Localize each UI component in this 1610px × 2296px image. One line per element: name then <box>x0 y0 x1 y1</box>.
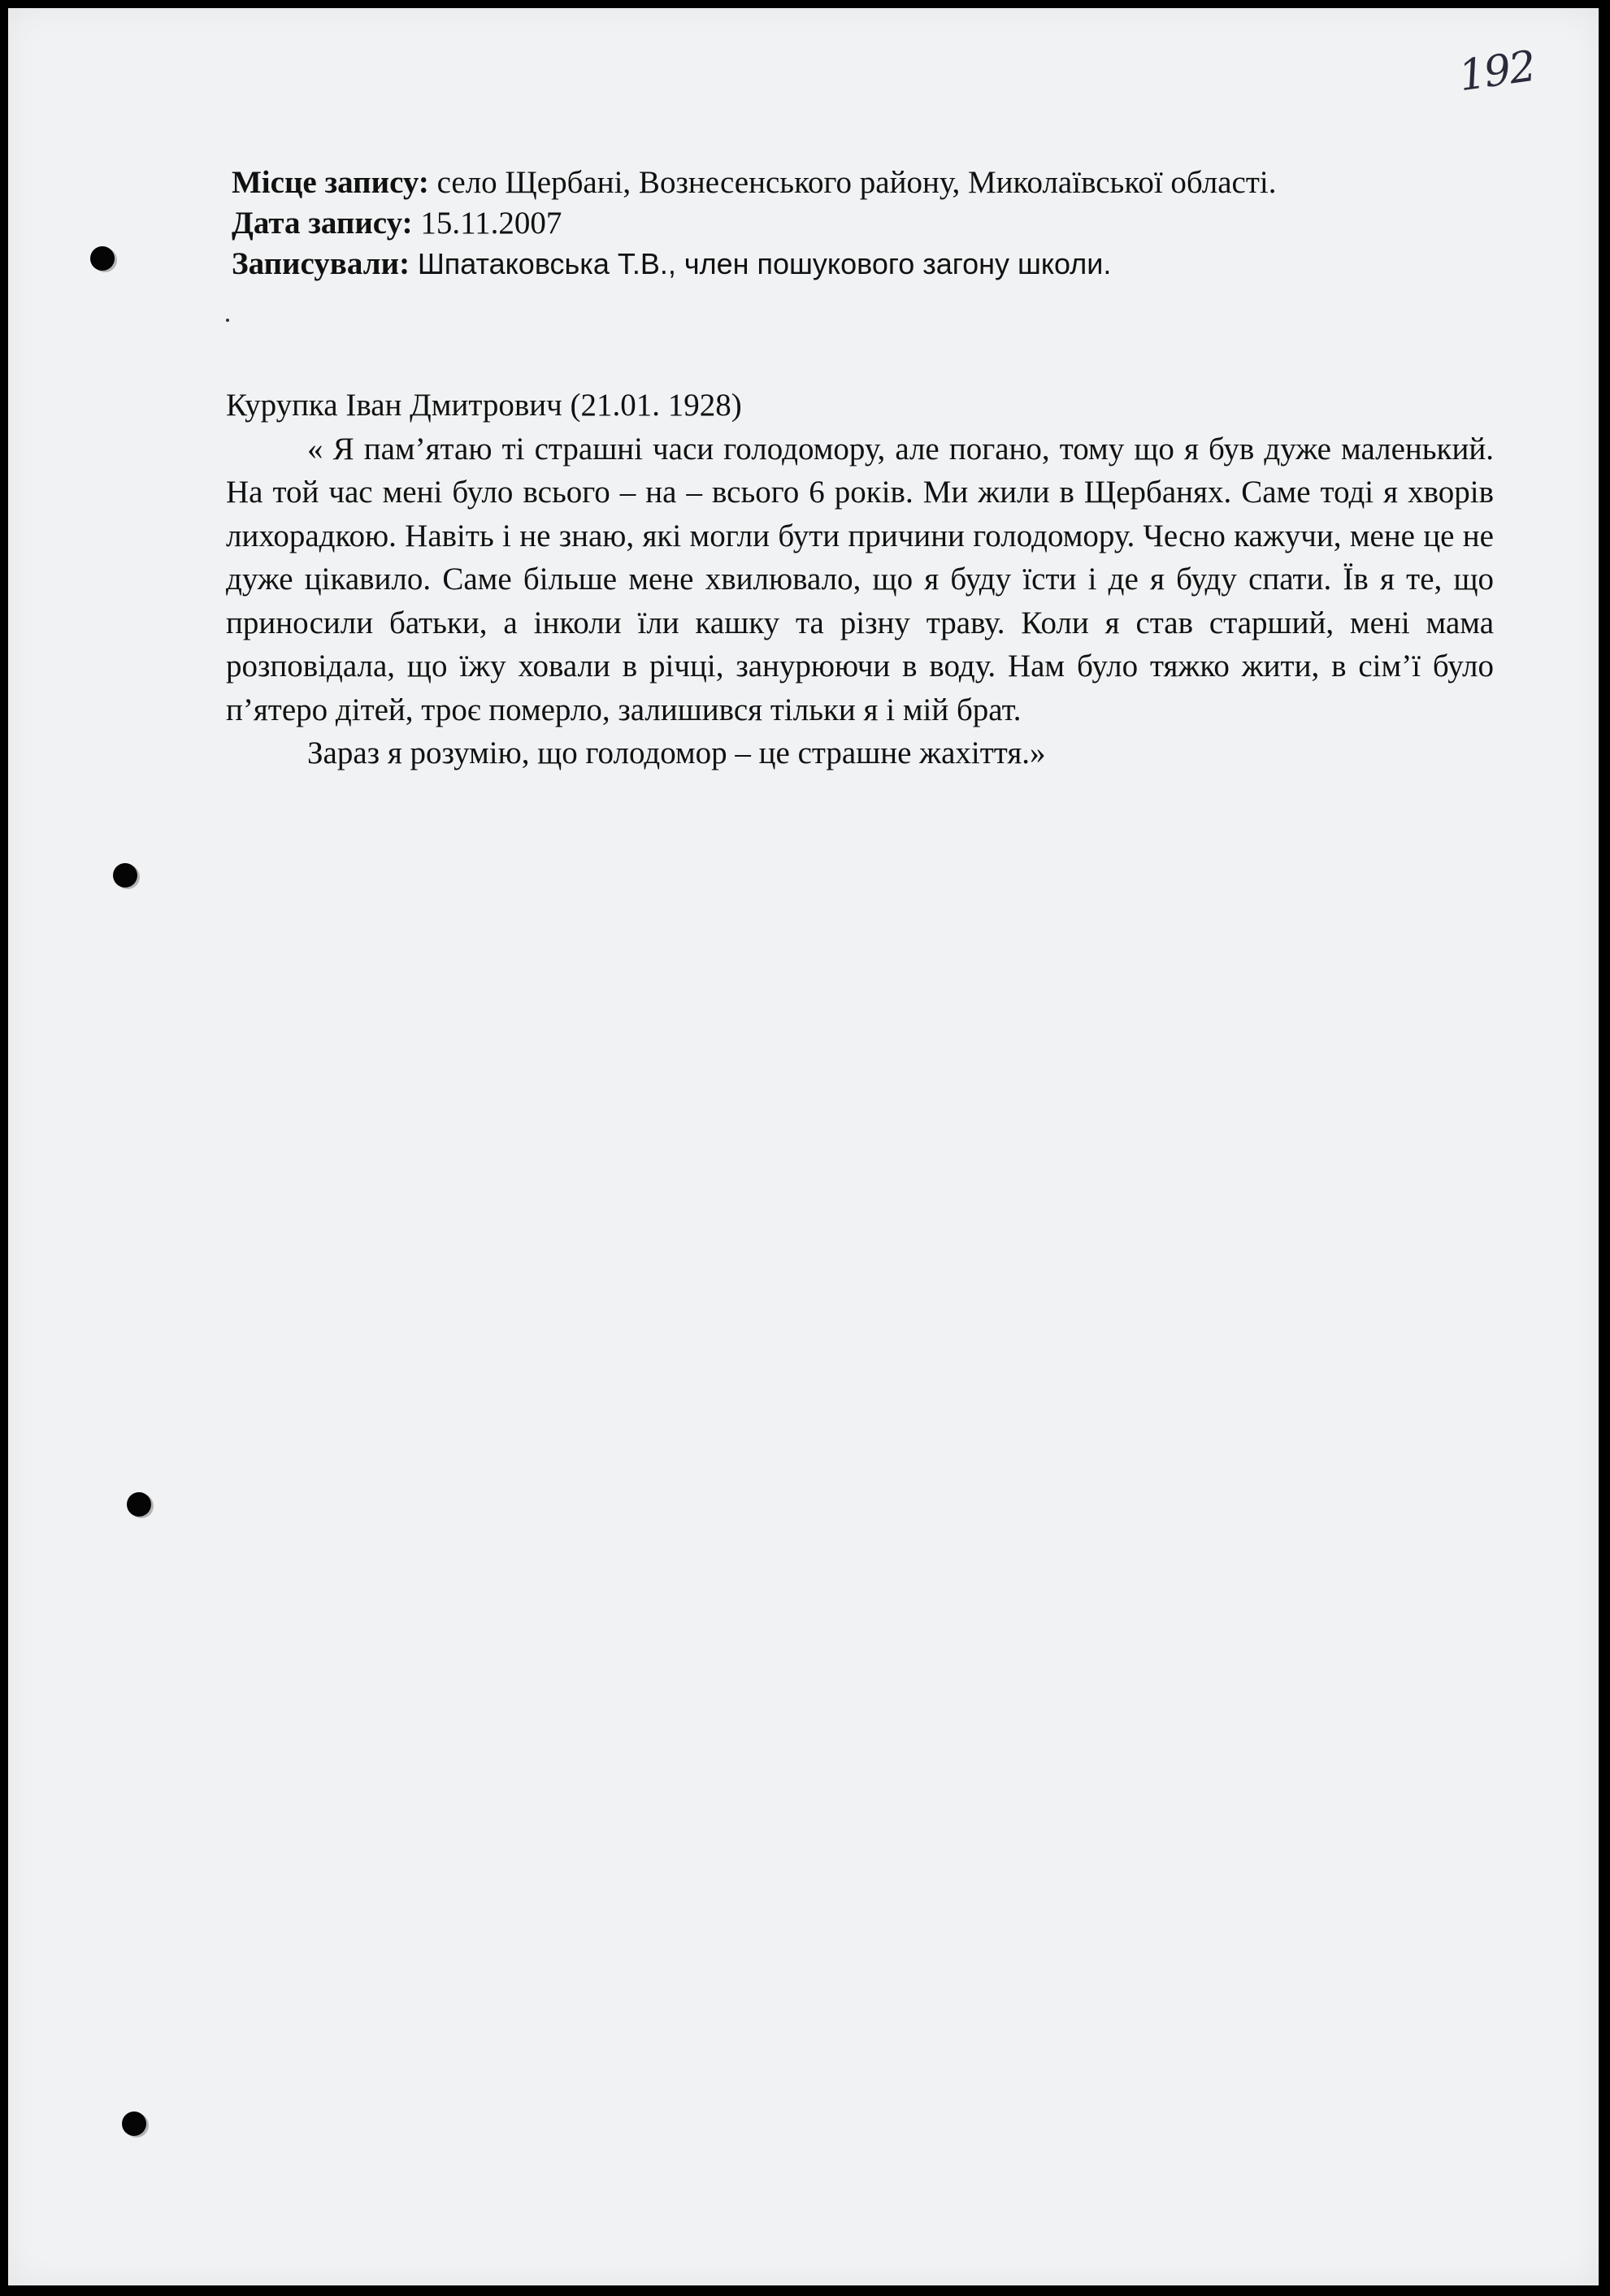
record-place-line <box>232 163 1548 203</box>
record-date-line <box>232 203 1548 244</box>
punch-hole <box>90 246 115 271</box>
closing-paragraph: Зараз я розумію, що голодомор – це страшне жахіття.» <box>307 736 1046 770</box>
paper-speck <box>226 319 229 322</box>
interviewee-name: Курупка Іван Дмитрович (21.01. 1928) <box>226 388 742 423</box>
record-date-value: 15.11.2007 <box>420 206 562 241</box>
punch-hole <box>122 2112 146 2136</box>
record-metadata <box>232 163 1548 284</box>
record-place-value: село Щербані, Вознесенського району, Миколаївської області. <box>436 165 1277 200</box>
punch-hole <box>127 1492 151 1517</box>
punch-hole <box>113 863 137 888</box>
recorded-by-label: Записували: <box>232 246 410 281</box>
recorded-by-line <box>232 244 1548 284</box>
handwritten-page-number: 192 <box>1456 41 1538 102</box>
testimony-paragraph: « Я пам’ятаю ті страшні часи голодомору, але погано, тому що я був дуже маленький. На той час мені було всього – на – всього 6 років. Ми жили в Щербанях. Саме тоді я хворів лихорадкою. Навіть і не знаю, які могли бути причини голодомору. Чесно кажучи, мене це не дуже цікавило. Саме більше мене хвилювало, що я буду їсти і де я буду спати. Їв я те, що приносили батьки, а інколи їли кашку та різну траву. Коли я став старший, мені мама розповідала, що їжу ховали в річці, занурюючи в воду. Нам було тяжко жити, в сім’ї було п’ятеро дітей, троє померло, залишився тільки я і мій брат. <box>226 431 1494 727</box>
document-page <box>8 8 1599 2285</box>
interview-text <box>226 384 1494 775</box>
recorded-by-value: Шпатаковська Т.В., член пошукового загону школи. <box>417 247 1112 280</box>
record-place-label: Місце запису: <box>232 165 429 200</box>
record-date-label: Дата запису: <box>232 206 413 241</box>
